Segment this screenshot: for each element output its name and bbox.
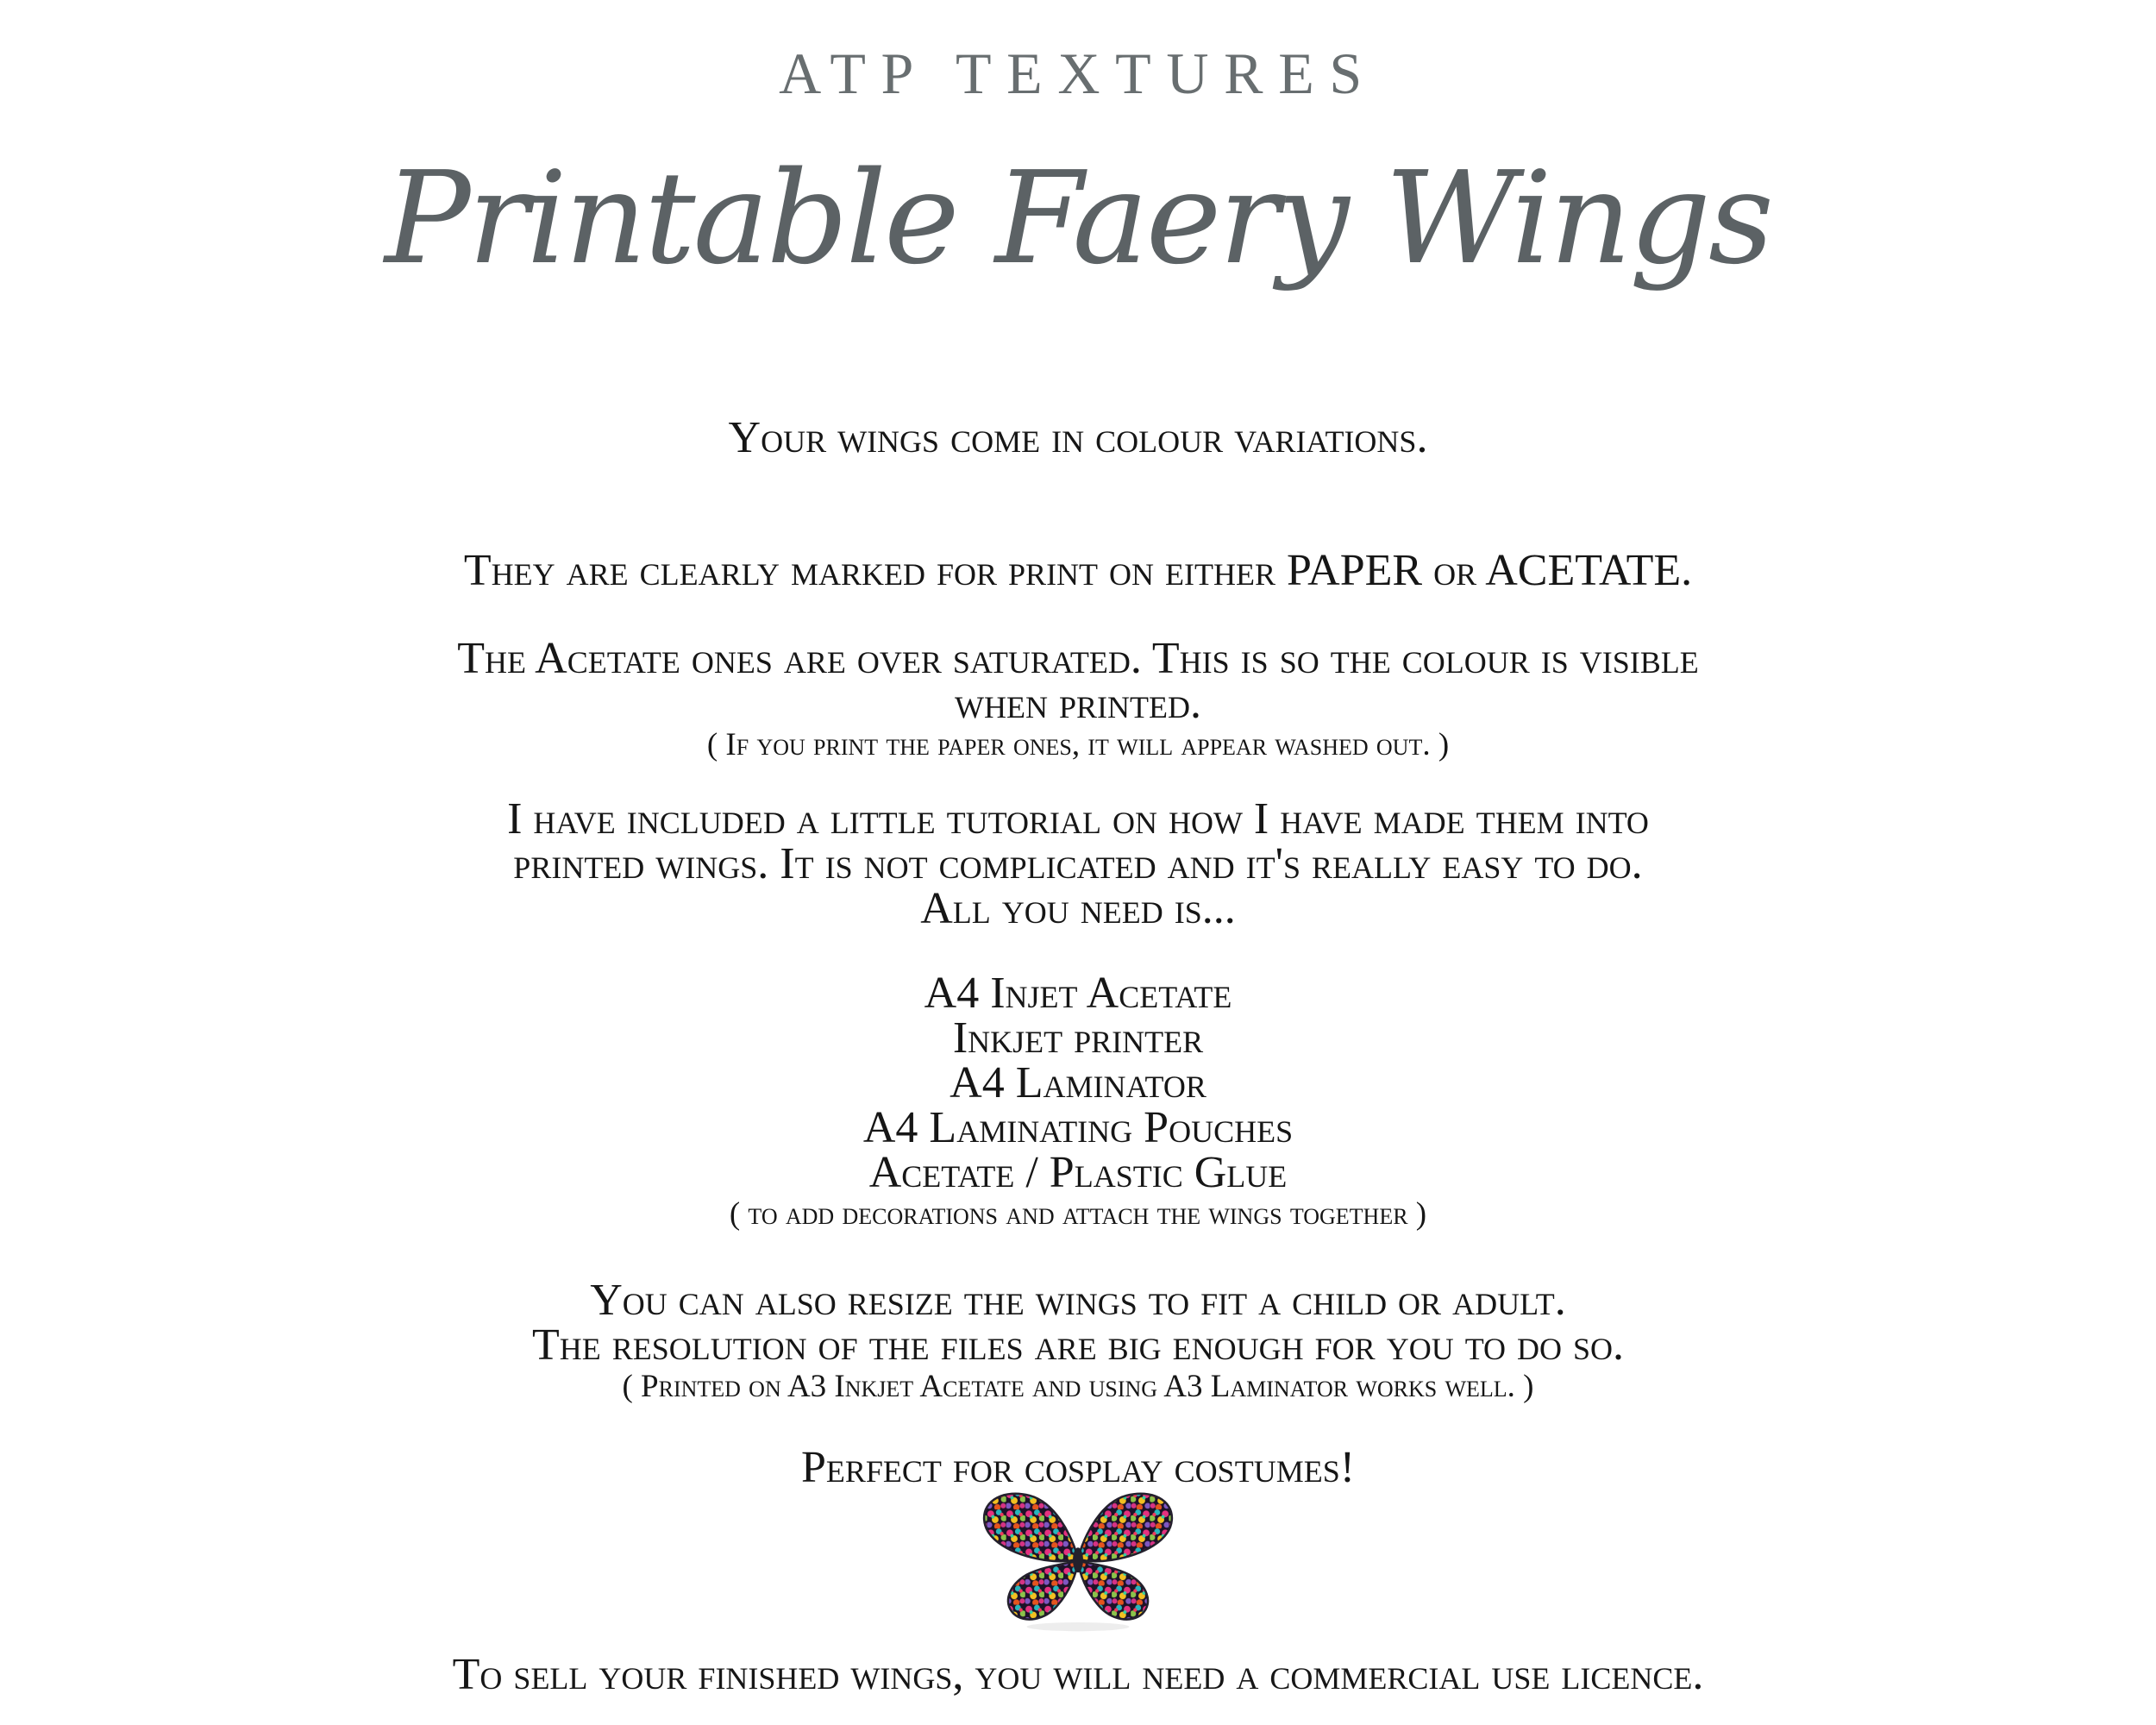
resize-line: You can also resize the wings to fit a child or adult. [590,1276,1566,1325]
supplies-list [730,971,1426,1233]
tutorial-line: All you need is... [920,884,1236,933]
resize-paragraph [532,1278,1624,1406]
saturation-paragraph [457,634,1699,764]
supplies-note: ( to add decorations and attach the wings together ) [729,1196,1427,1232]
list-item: Acetate / Plastic Glue [868,1148,1288,1197]
saturation-line: The Acetate ones are over saturated. This is so the colour is visible [457,634,1699,683]
licence-text: To sell your finished wings, you will need a commercial use licence. [452,1650,1704,1699]
tutorial-paragraph [507,794,1649,933]
tutorial-line: I have included a little tutorial on how I have made them into [507,794,1649,844]
tutorial-line: printed wings. It is not complicated and it's really easy to do. [513,839,1643,888]
faery-wings-image [949,1490,1207,1637]
resize-line: The resolution of the files are big enough for you to do so. [531,1320,1625,1370]
resize-note: ( Printed on A3 Inkjet Acetate and using A3 Laminator works well. ) [622,1369,1534,1404]
list-item: Inkjet printer [952,1013,1204,1063]
brand-text: ATP TEXTURES [779,41,1377,106]
page-title: Printable Faery Wings [385,144,1771,292]
saturation-note: ( If you print the paper ones, it will appear washed out. ) [706,727,1450,762]
list-item: A4 Laminator [950,1058,1206,1107]
stained-glass-wings-icon [949,1490,1207,1637]
saturation-line: when printed. [955,679,1201,728]
intro-text: Your wings come in colour variations. [728,413,1428,462]
list-item: A4 Laminating Pouches [862,1103,1294,1152]
marking-text: They are clearly marked for print on either PAPER or ACETATE. [463,546,1693,595]
list-item: A4 Injet Acetate [924,969,1232,1018]
cosplay-text: Perfect for cosplay costumes! [800,1443,1356,1492]
